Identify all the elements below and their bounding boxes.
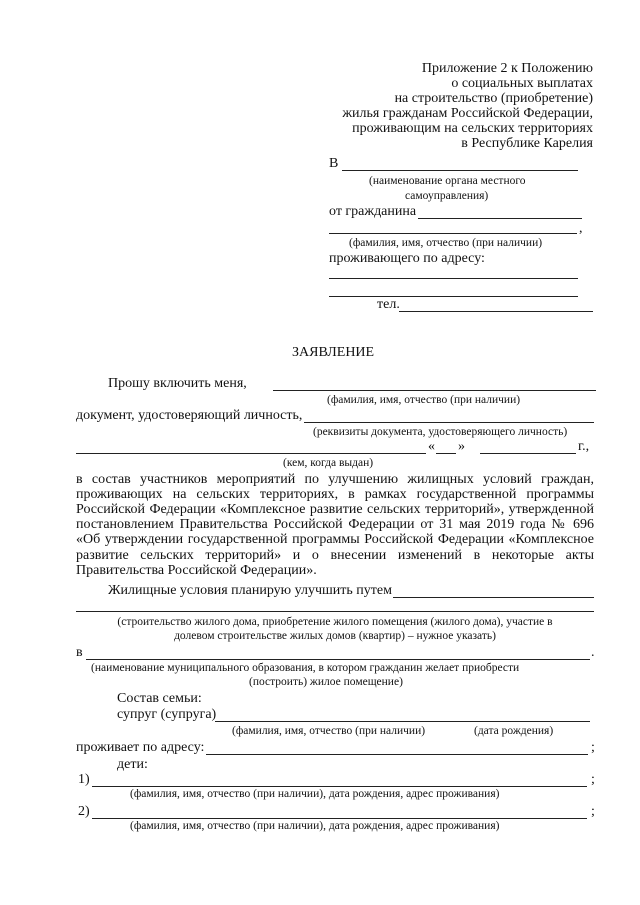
year-suffix: г.,: [578, 439, 590, 454]
to-prefix: В: [329, 156, 339, 171]
authority-caption: (наименование органа местного: [369, 175, 526, 187]
paragraph-last-line: Правительства Российской Федерации».: [76, 563, 317, 578]
child-caption: (фамилия, имя, отчество (при наличии), дата рождения, адрес проживания): [130, 820, 500, 832]
annex-line: в Республике Карелия: [461, 136, 593, 151]
child-number: 1): [78, 772, 90, 787]
quote-close: »: [458, 439, 465, 454]
child-caption: (фамилия, имя, отчество (при наличии), дата рождения, адрес проживания): [130, 788, 500, 800]
address-field-1[interactable]: [329, 278, 578, 279]
name-caption: (фамилия, имя, отчество (при наличии): [327, 394, 521, 406]
municipality-field[interactable]: [86, 659, 590, 660]
period: .: [591, 645, 595, 660]
spouse-address-field[interactable]: [206, 754, 588, 755]
quote-open: «: [428, 439, 435, 454]
issued-caption: (кем, когда выдан): [283, 457, 374, 469]
document-title: ЗАЯВЛЕНИЕ: [292, 345, 375, 360]
improve-field-2[interactable]: [76, 611, 594, 612]
applicant-field[interactable]: [418, 218, 582, 219]
request-lead: Прошу включить меня,: [108, 376, 247, 391]
paragraph-line: постановлением Правительства Российской Федерации от 31 мая 2019 года № 696: [76, 517, 594, 532]
id-doc-label: документ, удостоверяющий личность,: [76, 408, 303, 423]
id-doc-field[interactable]: [304, 422, 594, 423]
spouse-label: супруг (супруга): [117, 707, 217, 722]
applicant-field-2[interactable]: [329, 233, 577, 234]
paragraph-line: развитие сельских территорий» и о внесении изменений в некоторые акты: [76, 548, 594, 563]
annex-line: о социальных выплатах: [451, 76, 593, 91]
in-prefix: в: [76, 645, 83, 660]
from-label: от гражданина: [329, 204, 417, 219]
improve-field[interactable]: [393, 597, 594, 598]
spouse-name-caption: (фамилия, имя, отчество (при наличии): [232, 725, 426, 737]
paragraph-line: Российской Федерации «Комплексное развитие сельских территорий», утвержденной: [76, 502, 594, 517]
annex-line: жилья гражданам Российской Федерации,: [342, 106, 593, 121]
child-1-field[interactable]: [92, 786, 587, 787]
phone-field[interactable]: [399, 311, 593, 312]
child-2-field[interactable]: [92, 818, 587, 819]
semicolon: ;: [591, 804, 595, 819]
issued-by-field[interactable]: [76, 453, 426, 454]
annex-line: проживающим на сельских территориях: [352, 121, 593, 136]
paragraph-line: проживающих на сельских территориях, в рамках государственной программы: [76, 487, 594, 502]
id-doc-caption: (реквизиты документа, удостоверяющего личность): [313, 426, 568, 438]
children-label: дети:: [117, 757, 148, 772]
lives-at-label: проживает по адресу:: [76, 740, 205, 755]
issue-month-year-field[interactable]: [480, 453, 576, 454]
spouse-dob-caption: (дата рождения): [474, 725, 554, 737]
family-label: Состав семьи:: [117, 691, 202, 706]
phone-label: тел.: [377, 297, 400, 312]
annex-line: Приложение 2 к Положению: [421, 61, 593, 76]
authority-field[interactable]: [342, 170, 578, 171]
address-field-2[interactable]: [329, 296, 578, 297]
applicant-caption: (фамилия, имя, отчество (при наличии): [349, 237, 543, 249]
spouse-field[interactable]: [215, 721, 590, 722]
municipality-caption: (наименование муниципального образования, в котором гражданин желает приобрести: [91, 662, 520, 674]
authority-caption: самоуправления): [405, 190, 489, 202]
municipality-caption: (построить) жилое помещение): [249, 676, 403, 688]
method-caption: долевом строительстве жилых домов (квартир) – нужное указать): [174, 630, 496, 642]
semicolon: ;: [591, 740, 595, 755]
paragraph-line: в состав участников мероприятий по улучшению жилищных условий граждан,: [76, 472, 594, 487]
address-label: проживающего по адресу:: [329, 251, 485, 266]
semicolon: ;: [591, 772, 595, 787]
paragraph-line: «Об утверждении государственной программы Российской Федерации «Комплексное: [76, 532, 594, 547]
annex-line: на строительство (приобретение): [394, 91, 593, 106]
improve-label: Жилищные условия планирую улучшить путем: [108, 583, 392, 598]
applicant-name-field[interactable]: [273, 390, 596, 391]
issue-day-field[interactable]: [436, 453, 456, 454]
method-caption: (строительство жилого дома, приобретение жилого помещения (жилого дома), участие в: [117, 616, 553, 628]
child-number: 2): [78, 804, 90, 819]
comma: ,: [579, 221, 583, 236]
